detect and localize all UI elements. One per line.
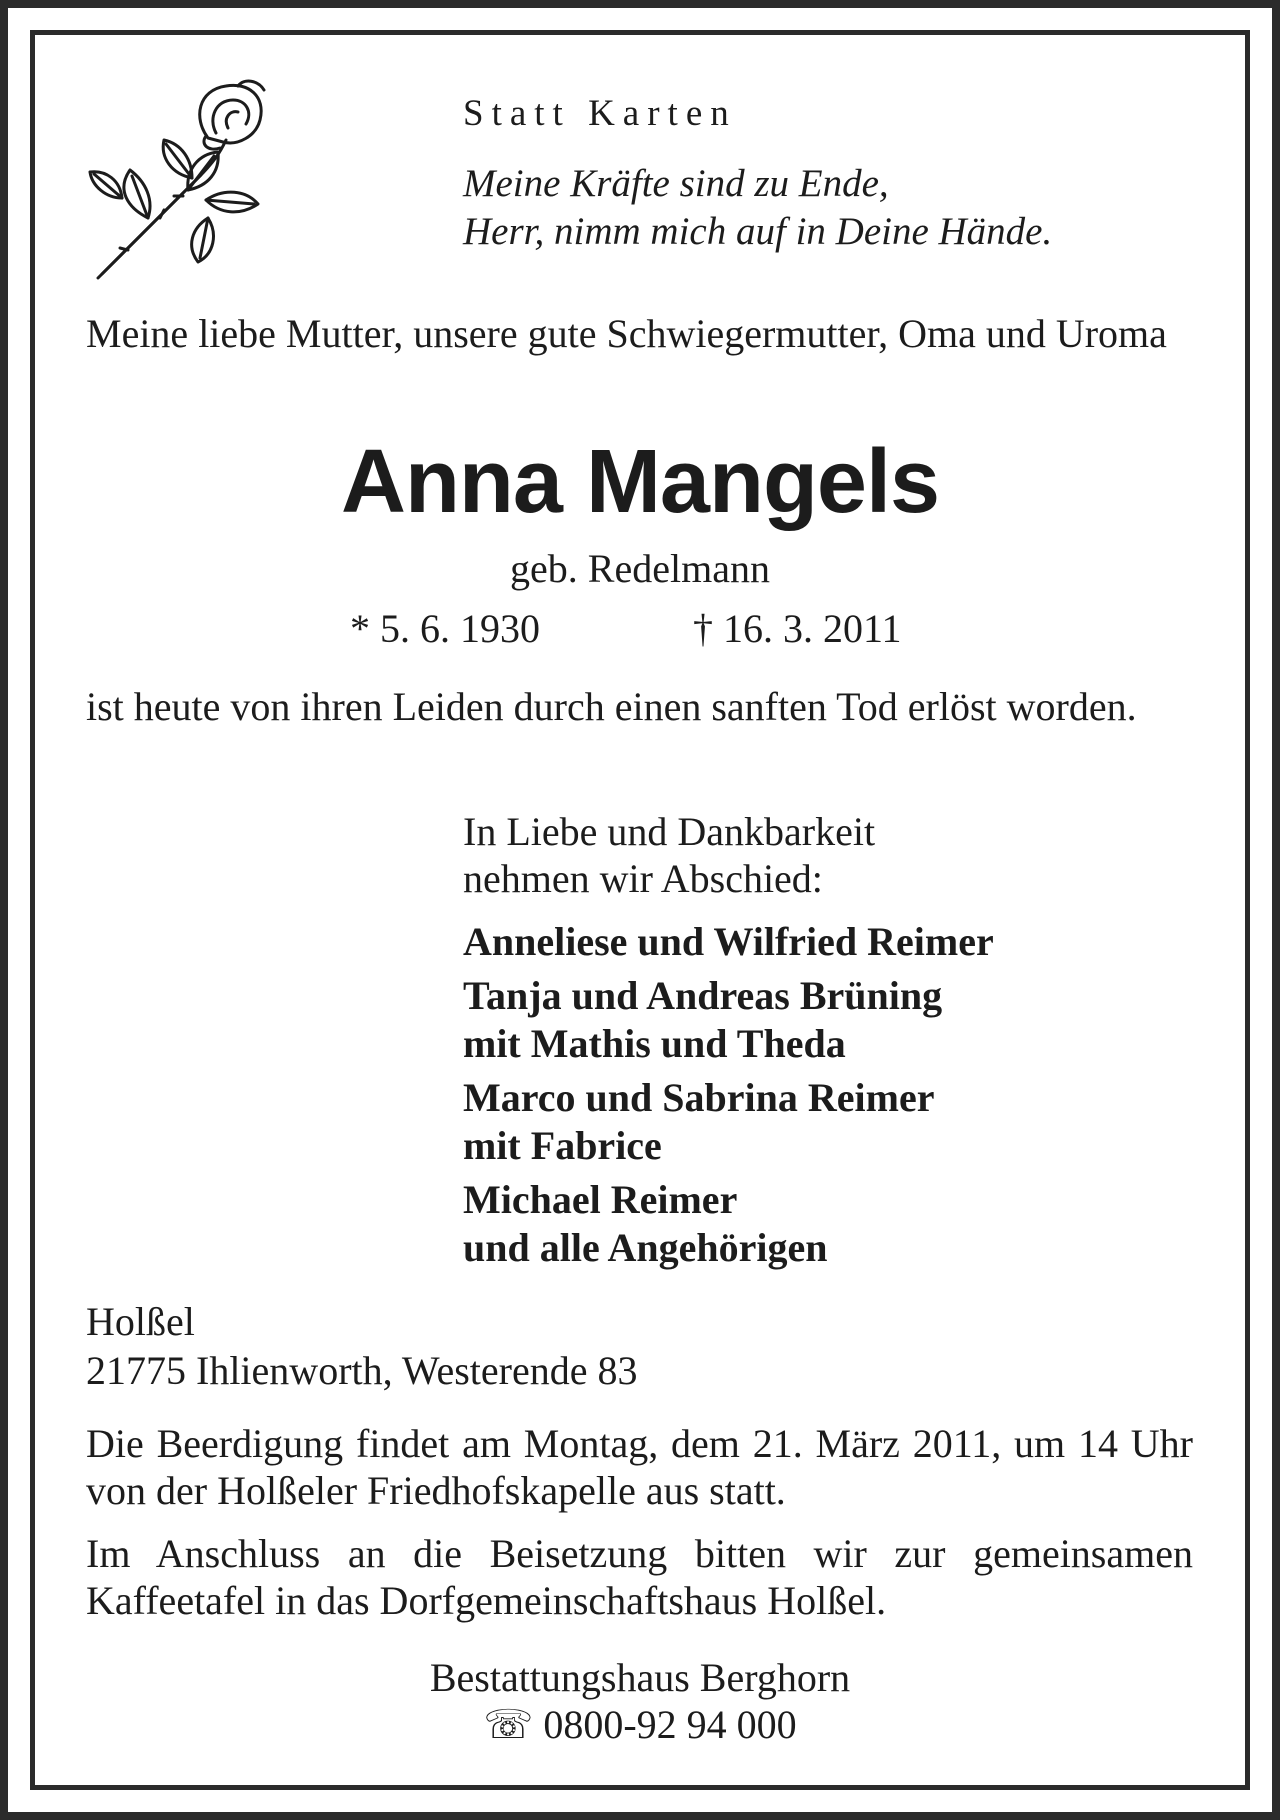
reception-text: Im Anschluss an die Beisetzung bitten wir zur gemeinsamen Kaffeetafel in das Dorfgemeinschaftshaus Holßel.: [86, 1531, 1193, 1623]
mourner-line: Tanja und Andreas Brüning: [463, 973, 943, 1018]
undertaker-phone: ☏ 0800-92 94 000: [483, 1702, 797, 1747]
death-date: † 16. 3. 2011: [693, 606, 902, 651]
address-line-1: Holßel: [86, 1299, 195, 1344]
mourner-line: mit Mathis und Theda: [463, 1021, 846, 1066]
rose-icon: [88, 78, 288, 288]
address: [86, 1297, 637, 1395]
mourner-group: [463, 918, 994, 966]
verse-line-2: Herr, nimm mich auf in Deine Hände.: [463, 210, 1053, 253]
verse-line-1: Meine Kräfte sind zu Ende,: [463, 162, 889, 205]
mourner-group: [463, 1176, 994, 1272]
birth-name: geb. Redelmann: [510, 546, 770, 591]
address-line-2: 21775 Ihlienworth, Westerende 83: [86, 1348, 638, 1393]
mourner-group: [463, 1074, 994, 1170]
notice-inner-frame: [30, 30, 1250, 1790]
mourner-line: mit Fabrice: [463, 1123, 662, 1168]
mourner-line: Michael Reimer: [463, 1177, 738, 1222]
birth-date: * 5. 6. 1930: [350, 606, 540, 651]
farewell-line-1: In Liebe und Dankbarkeit: [463, 809, 876, 854]
burial-text: Die Beerdigung findet am Montag, dem 21. März 2011, um 14 Uhr von der Holßeler Friedhofskapelle aus statt.: [86, 1421, 1193, 1513]
undertaker: [0, 1654, 1280, 1748]
deceased-name: Anna Mangels: [340, 432, 940, 532]
farewell-line-2: nehmen wir Abschied:: [463, 856, 823, 901]
mourner-line: Marco und Sabrina Reimer: [463, 1075, 935, 1120]
statt-karten-label: Statt Karten: [463, 93, 737, 134]
mourner-group: [463, 972, 994, 1068]
mourner-line: Anneliese und Wilfried Reimer: [463, 919, 994, 964]
mourner-line: und alle Angehörigen: [463, 1225, 828, 1270]
intro-text: Meine liebe Mutter, unsere gute Schwiegermutter, Oma und Uroma: [86, 311, 1167, 356]
verse: [463, 160, 1052, 256]
farewell-text: [463, 808, 875, 902]
undertaker-name: Bestattungshaus Berghorn: [429, 1655, 851, 1700]
passed-text: ist heute von ihren Leiden durch einen sanften Tod erlöst worden.: [86, 684, 1137, 729]
mourners-list: [463, 918, 994, 1278]
